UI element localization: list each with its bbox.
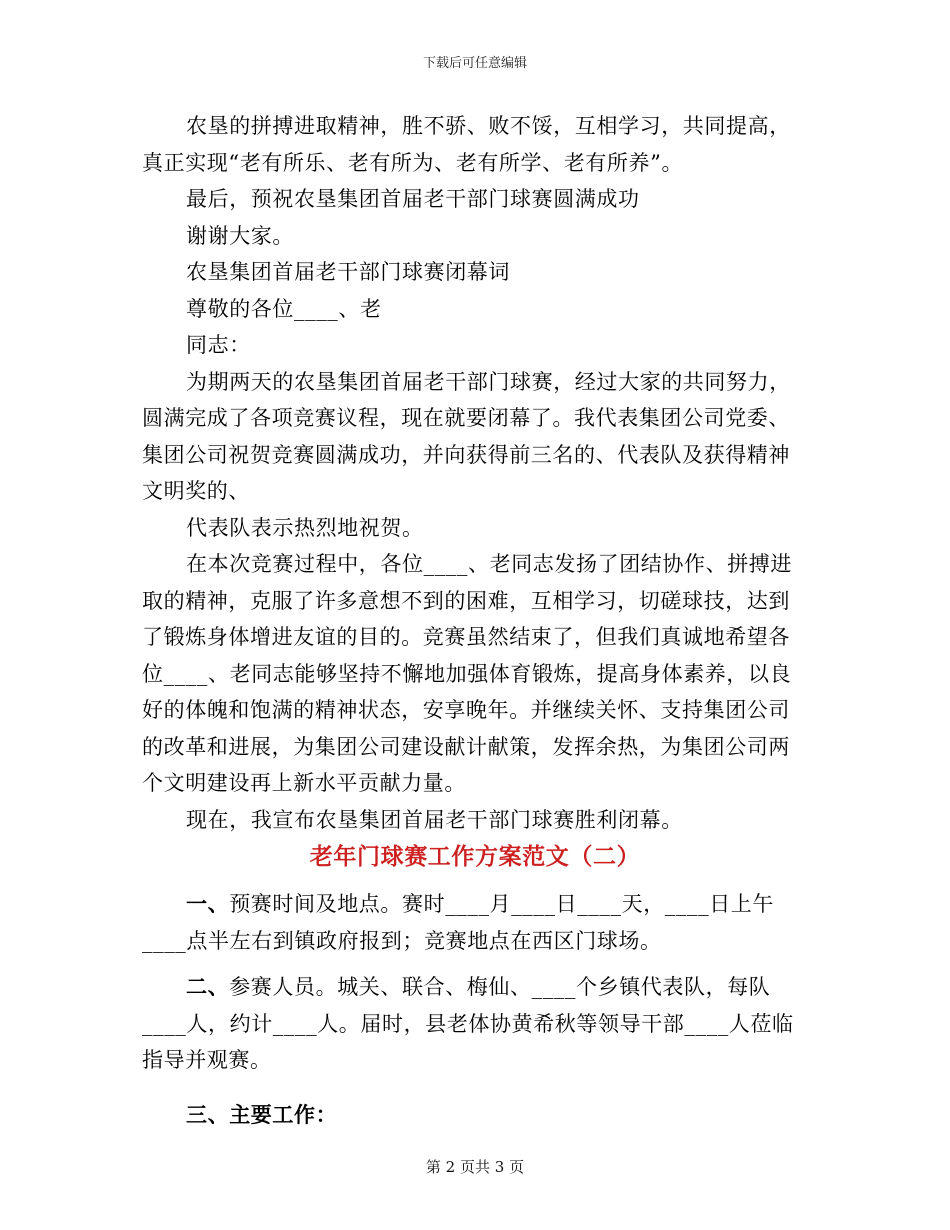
section-text: 预赛时间及地点。赛时____月____日____天，____日上午____点半左右到镇政府报到；竞赛地点在西区门球场。 [142, 892, 775, 953]
salutation: 同志： [186, 333, 251, 357]
salutation: 尊敬的各位____、老 [186, 296, 382, 321]
paragraph: 为期两天的农垦集团首届老干部门球赛，经过大家的共同努力，圆满完成了各项竞赛议程，现在就要闭幕了。我代表集团公司党委、集团公司祝贺竞赛圆满成功，并向获得前三名的、代表队及获得精神文明奖的、 [142, 369, 791, 503]
section-item [142, 886, 808, 959]
section-item [142, 969, 808, 1079]
section-number: 一、 [186, 891, 230, 916]
paragraph: 农垦的拼搏进取精神，胜不骄、败不馁，互相学习，共同提高， [186, 114, 791, 138]
paragraph: 谢谢大家。 [186, 223, 294, 248]
section-number: 二、 [186, 974, 230, 999]
speech-title: 农垦集团首届老干部门球赛闭幕词 [186, 260, 510, 284]
paragraph: 代表队表示热烈地祝贺。 [186, 515, 424, 540]
paragraph: 最后，预祝农垦集团首届老干部门球赛圆满成功 [186, 187, 640, 211]
paragraph: 在本次竞赛过程中，各位____、老同志发扬了团结协作、拼搏进取的精神，克服了许多意想不到的困难，互相学习，切磋球技，达到了锻炼身体增进友谊的目的。竞赛虽然结束了，但我们真诚地希望各位____、老同志能够坚持不懈地加强体育锻炼，提高身体素养，以良好的体魄和饱满的精神状态，安享晚年。并继续关怀、支持集团公司的改革和进展，为集团公司建设献计献策，发挥余热，为集团公司两个文明建设再上新水平贡献力量。 [142, 552, 792, 795]
section-item [142, 1097, 808, 1134]
paragraph: 现在，我宣布农垦集团首届老干部门球赛胜利闭幕。 [186, 807, 683, 832]
page-footer: 第 2 页共 3 页 [425, 1158, 525, 1176]
section-text: 参赛人员。城关、联合、梅仙、____个乡镇代表队，每队____人，约计____人。届时，县老体协黄希秋等领导干部____人莅临指导并观赛。 [142, 975, 794, 1072]
section-title: 老年门球赛工作方案范文（二） [309, 843, 641, 870]
document-body [142, 108, 808, 1133]
page-header: 下载后可任意编辑 [422, 56, 527, 71]
paragraph: 真正实现“老有所乐、老有所为、老有所学、老有所养”。 [142, 150, 684, 175]
section-number: 三、主要工作： [186, 1101, 338, 1127]
